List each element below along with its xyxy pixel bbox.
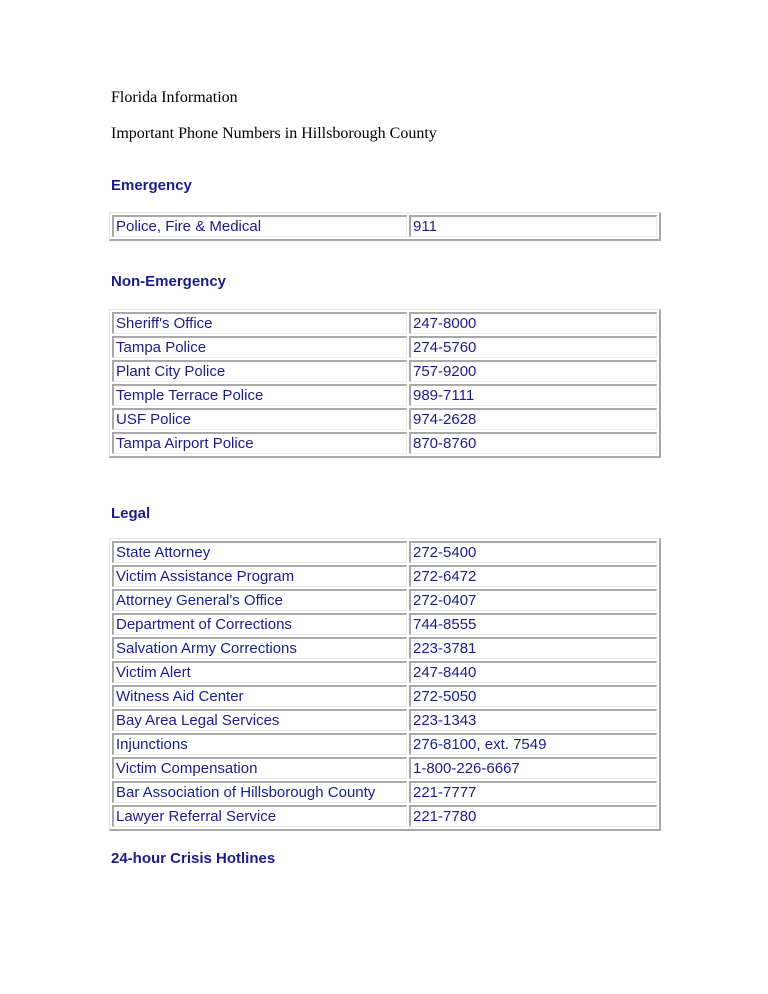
contact-phone: 223-3781: [409, 637, 657, 659]
contact-phone: 744-8555: [409, 613, 657, 635]
table-row: [112, 781, 657, 803]
table-row: [112, 613, 657, 635]
table-row: [112, 384, 657, 406]
contact-name: Attorney General's Office: [112, 589, 407, 611]
contact-name: Salvation Army Corrections: [112, 637, 407, 659]
contact-phone: 272-6472: [409, 565, 657, 587]
table-row: [112, 336, 657, 358]
contact-phone: 911: [409, 215, 657, 237]
section-heading-non-emergency: Non-Emergency: [111, 273, 227, 290]
section-heading-crisis-hotlines: 24-hour Crisis Hotlines: [111, 850, 276, 867]
contact-name: Injunctions: [112, 733, 407, 755]
table-row: [112, 408, 657, 430]
contact-name: Tampa Airport Police: [112, 432, 407, 454]
contact-name: Plant City Police: [112, 360, 407, 382]
contact-name: Temple Terrace Police: [112, 384, 407, 406]
contact-name: State Attorney: [112, 541, 407, 563]
table-row: [112, 709, 657, 731]
contact-phone: 276-8100, ext. 7549: [409, 733, 657, 755]
contact-phone: 1-800-226-6667: [409, 757, 657, 779]
document-title: Florida Information: [111, 89, 238, 106]
contact-name: Victim Compensation: [112, 757, 407, 779]
contact-phone: 247-8440: [409, 661, 657, 683]
emergency-table: [109, 212, 661, 241]
contact-phone: 870-8760: [409, 432, 657, 454]
contact-name: Police, Fire & Medical: [112, 215, 407, 237]
contact-phone: 223-1343: [409, 709, 657, 731]
contact-name: Bar Association of Hillsborough County: [112, 781, 407, 803]
contact-phone: 274-5760: [409, 336, 657, 358]
section-heading-legal: Legal: [111, 505, 151, 522]
contact-phone: 247-8000: [409, 312, 657, 334]
legal-table: [109, 538, 661, 831]
document-subtitle: Important Phone Numbers in Hillsborough County: [111, 125, 437, 142]
contact-phone: 974-2628: [409, 408, 657, 430]
table-row: [112, 541, 657, 563]
contact-phone: 221-7780: [409, 805, 657, 827]
contact-name: Bay Area Legal Services: [112, 709, 407, 731]
table-row: [112, 685, 657, 707]
contact-name: Victim Alert: [112, 661, 407, 683]
contact-phone: 221-7777: [409, 781, 657, 803]
table-row: [112, 215, 657, 237]
non-emergency-table: [109, 309, 661, 458]
table-row: [112, 637, 657, 659]
contact-name: Lawyer Referral Service: [112, 805, 407, 827]
contact-phone: 272-5400: [409, 541, 657, 563]
table-row: [112, 565, 657, 587]
contact-name: Department of Corrections: [112, 613, 407, 635]
table-row: [112, 805, 657, 827]
contact-name: Witness Aid Center: [112, 685, 407, 707]
table-row: [112, 360, 657, 382]
section-heading-emergency: Emergency: [111, 177, 192, 194]
contact-name: Tampa Police: [112, 336, 407, 358]
contact-phone: 272-0407: [409, 589, 657, 611]
contact-name: USF Police: [112, 408, 407, 430]
table-row: [112, 432, 657, 454]
table-row: [112, 589, 657, 611]
contact-name: Sheriff's Office: [112, 312, 407, 334]
table-row: [112, 661, 657, 683]
contact-phone: 272-5050: [409, 685, 657, 707]
table-row: [112, 733, 657, 755]
contact-phone: 757-9200: [409, 360, 657, 382]
contact-name: Victim Assistance Program: [112, 565, 407, 587]
table-row: [112, 757, 657, 779]
contact-phone: 989-7111: [409, 384, 657, 406]
table-row: [112, 312, 657, 334]
